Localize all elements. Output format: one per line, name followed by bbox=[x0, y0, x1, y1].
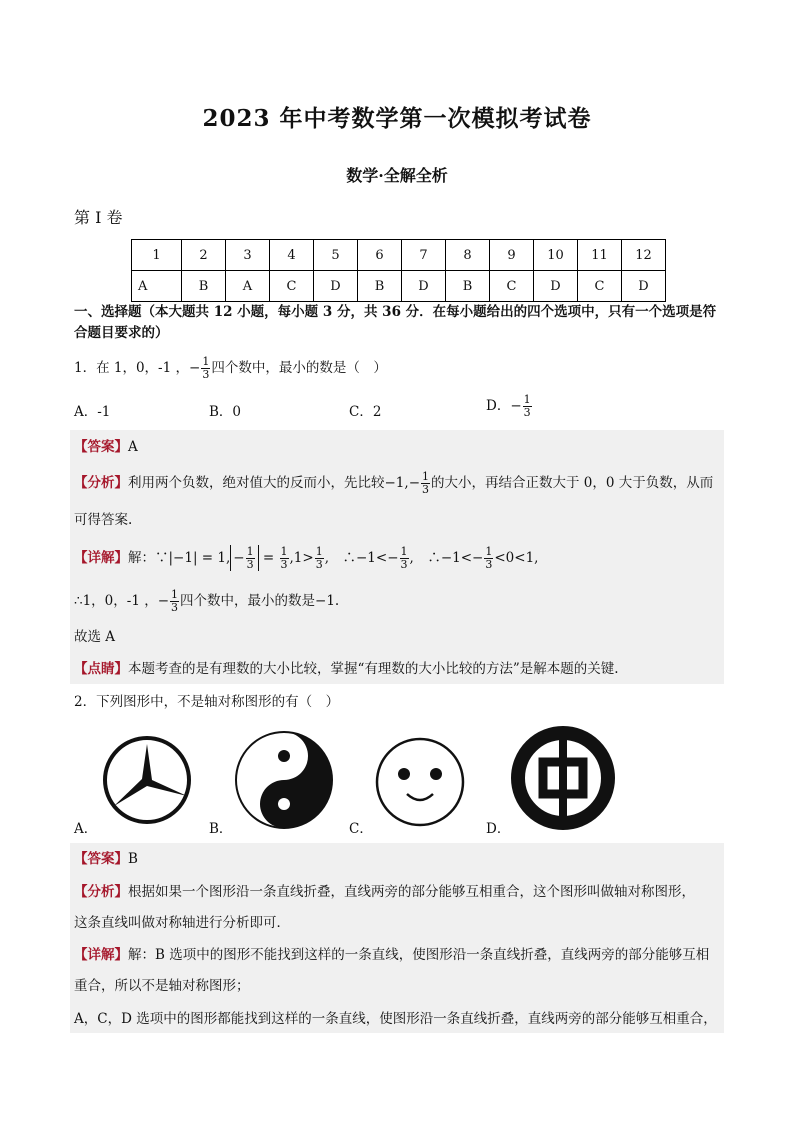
analysis-tag: 【分析】 bbox=[74, 475, 128, 491]
smile-mouth bbox=[407, 794, 433, 800]
answer-table bbox=[131, 239, 666, 302]
numerator: 1 bbox=[485, 545, 493, 558]
answer-tag: 【答案】 bbox=[74, 851, 128, 867]
table-cell: A bbox=[226, 271, 270, 302]
small-dot-light bbox=[278, 798, 290, 810]
q2-solution-band bbox=[70, 843, 724, 1033]
denominator: 3 bbox=[422, 483, 430, 496]
denominator: 3 bbox=[246, 558, 254, 571]
math-expression: = bbox=[258, 550, 279, 566]
numerator: 1 bbox=[246, 545, 254, 558]
yin-yang-figure bbox=[234, 730, 334, 830]
table-cell: 9 bbox=[490, 240, 534, 271]
detail-text: 解：∵ bbox=[128, 550, 169, 566]
q2-analysis bbox=[74, 882, 695, 902]
q1-detail-cont bbox=[74, 588, 339, 614]
fraction bbox=[315, 546, 324, 571]
minus-sign: − bbox=[189, 360, 201, 376]
detail-text: ∴1，0，-1 ， bbox=[74, 593, 158, 609]
vertical-bar bbox=[559, 736, 567, 820]
table-cell: 1 bbox=[132, 240, 182, 271]
math-expression: ,1> bbox=[289, 550, 314, 566]
comment-text: 本题考查的是有理数的大小比较，掌握“有理数的大小比较的方法”是解本题的关键. bbox=[128, 661, 619, 677]
option-d-prefix: D．− bbox=[486, 398, 522, 414]
table-cell: A bbox=[132, 271, 182, 302]
section-label: 第 I 卷 bbox=[74, 208, 123, 227]
q1-stem-before: 1．在 1，0，-1 ， bbox=[74, 360, 190, 376]
q1-stem bbox=[74, 355, 387, 381]
q2-answer bbox=[74, 849, 138, 869]
table-cell: C bbox=[270, 271, 314, 302]
denominator: 3 bbox=[400, 558, 408, 571]
table-cell: B bbox=[182, 271, 226, 302]
fraction bbox=[421, 471, 430, 496]
math-expression: , ∴−1<− bbox=[409, 550, 484, 566]
table-cell: D bbox=[534, 271, 578, 302]
math-expression: , ∴−1<− bbox=[324, 550, 399, 566]
table-cell: B bbox=[446, 271, 490, 302]
table-cell: D bbox=[314, 271, 358, 302]
q2-detail bbox=[74, 945, 709, 965]
q2-option-d: D． bbox=[486, 821, 511, 837]
minus-sign: − bbox=[233, 550, 245, 566]
q1-comment bbox=[74, 659, 619, 679]
numerator: 1 bbox=[523, 393, 531, 406]
table-cell: 8 bbox=[446, 240, 490, 271]
numerator: 1 bbox=[400, 545, 408, 558]
table-cell: 3 bbox=[226, 240, 270, 271]
q1-option-d bbox=[486, 393, 533, 419]
numerator: 1 bbox=[422, 470, 430, 483]
table-cell: D bbox=[622, 271, 666, 302]
small-dot-dark bbox=[278, 750, 290, 762]
table-cell: D bbox=[402, 271, 446, 302]
face-circle bbox=[377, 739, 463, 825]
fraction bbox=[170, 589, 179, 614]
table-cell: 4 bbox=[270, 240, 314, 271]
detail-tag: 【详解】 bbox=[74, 947, 128, 963]
denominator: 3 bbox=[523, 406, 531, 419]
denominator: 3 bbox=[171, 601, 179, 614]
answer-tag: 【答案】 bbox=[74, 439, 128, 455]
q1-option-a: A．-1 bbox=[74, 404, 111, 420]
detail-text: 解：B 选项中的图形不能找到这样的一条直线，使图形沿一条直线折叠，直线两旁的部分能够互相 bbox=[128, 947, 710, 963]
minus-sign: − bbox=[157, 593, 170, 609]
table-cell: 5 bbox=[314, 240, 358, 271]
fraction bbox=[484, 546, 493, 571]
table-cell: C bbox=[490, 271, 534, 302]
answer-value: B bbox=[128, 851, 138, 867]
fraction bbox=[523, 394, 532, 419]
q1-option-b: B．0 bbox=[209, 404, 242, 420]
coin-logo-figure bbox=[508, 726, 618, 830]
fraction bbox=[201, 356, 210, 381]
denominator: 3 bbox=[485, 558, 493, 571]
analysis-text: 利用两个负数，绝对值大的反而小，先比较−1,− bbox=[128, 475, 421, 491]
detail-text: 四个数中，最小的数是−1. bbox=[180, 593, 340, 609]
absolute-value bbox=[230, 545, 258, 571]
comment-tag: 【点睛】 bbox=[74, 661, 128, 677]
table-cell: C bbox=[578, 271, 622, 302]
math-expression: |−1| = 1, bbox=[168, 550, 231, 566]
table-cell: 10 bbox=[534, 240, 578, 271]
fraction bbox=[280, 546, 289, 571]
q1-detail bbox=[74, 545, 538, 571]
q1-analysis bbox=[74, 470, 713, 496]
left-eye bbox=[398, 768, 410, 780]
numerator: 1 bbox=[202, 355, 210, 368]
q2-option-b: B． bbox=[209, 821, 233, 837]
right-eye bbox=[430, 768, 442, 780]
q2-analysis-cont: 这条直线叫做对称轴进行分析即可． bbox=[74, 915, 290, 931]
q1-stem-after: 四个数中，最小的数是（ ） bbox=[211, 360, 387, 376]
detail-tag: 【详解】 bbox=[74, 550, 128, 566]
table-cell: 12 bbox=[622, 240, 666, 271]
exam-subtitle: 数学·全解全析 bbox=[346, 166, 448, 185]
q1-answer bbox=[74, 437, 138, 457]
q1-analysis-cont: 可得答案. bbox=[74, 512, 133, 528]
mercedes-star-figure bbox=[102, 734, 192, 826]
part1-header-line2: 合题目要求的） bbox=[74, 325, 169, 341]
three-point-star bbox=[114, 744, 187, 806]
q2-detail-cont: 重合，所以不是轴对称图形； bbox=[74, 978, 250, 994]
fraction bbox=[400, 546, 409, 571]
q1-option-c: C．2 bbox=[349, 404, 382, 420]
table-cell: B bbox=[358, 271, 402, 302]
analysis-text: 根据如果一个图形沿一条直线折叠，直线两旁的部分能够互相重合，这个图形叫做轴对称图形， bbox=[128, 884, 695, 900]
q2-option-a: A． bbox=[74, 821, 98, 837]
q1-choose: 故选 A bbox=[74, 629, 116, 645]
q2-stem: 2．下列图形中，不是轴对称图形的有（ ） bbox=[74, 694, 340, 710]
table-cell: 11 bbox=[578, 240, 622, 271]
analysis-tag: 【分析】 bbox=[74, 884, 128, 900]
table-cell: 2 bbox=[182, 240, 226, 271]
denominator: 3 bbox=[315, 558, 323, 571]
answer-table-numbers-row bbox=[132, 240, 666, 271]
smiley-face-figure bbox=[374, 736, 466, 828]
q2-detail-cont2: A，C，D 选项中的图形都能找到这样的一条直线，使图形沿一条直线折叠，直线两旁的部分能够互相重合， bbox=[74, 1011, 717, 1027]
math-expression: <0<1, bbox=[494, 550, 539, 566]
exam-title: 2023 年中考数学第一次模拟考试卷 bbox=[202, 105, 592, 132]
fraction bbox=[246, 546, 255, 571]
numerator: 1 bbox=[315, 545, 323, 558]
table-cell: 6 bbox=[358, 240, 402, 271]
numerator: 1 bbox=[280, 545, 288, 558]
q2-option-c: C． bbox=[349, 821, 373, 837]
part1-header-line1: 一、选择题（本大题共 12 小题，每小题 3 分，共 36 分．在每小题给出的四个选项中，只有一个选项是符 bbox=[74, 304, 717, 320]
numerator: 1 bbox=[171, 588, 179, 601]
analysis-text: 的大小，再结合正数大于 0，0 大于负数，从而 bbox=[431, 475, 714, 491]
answer-table-answers-row bbox=[132, 271, 666, 302]
denominator: 3 bbox=[280, 558, 288, 571]
table-cell: 7 bbox=[402, 240, 446, 271]
answer-value: A bbox=[128, 439, 138, 455]
denominator: 3 bbox=[202, 368, 210, 381]
